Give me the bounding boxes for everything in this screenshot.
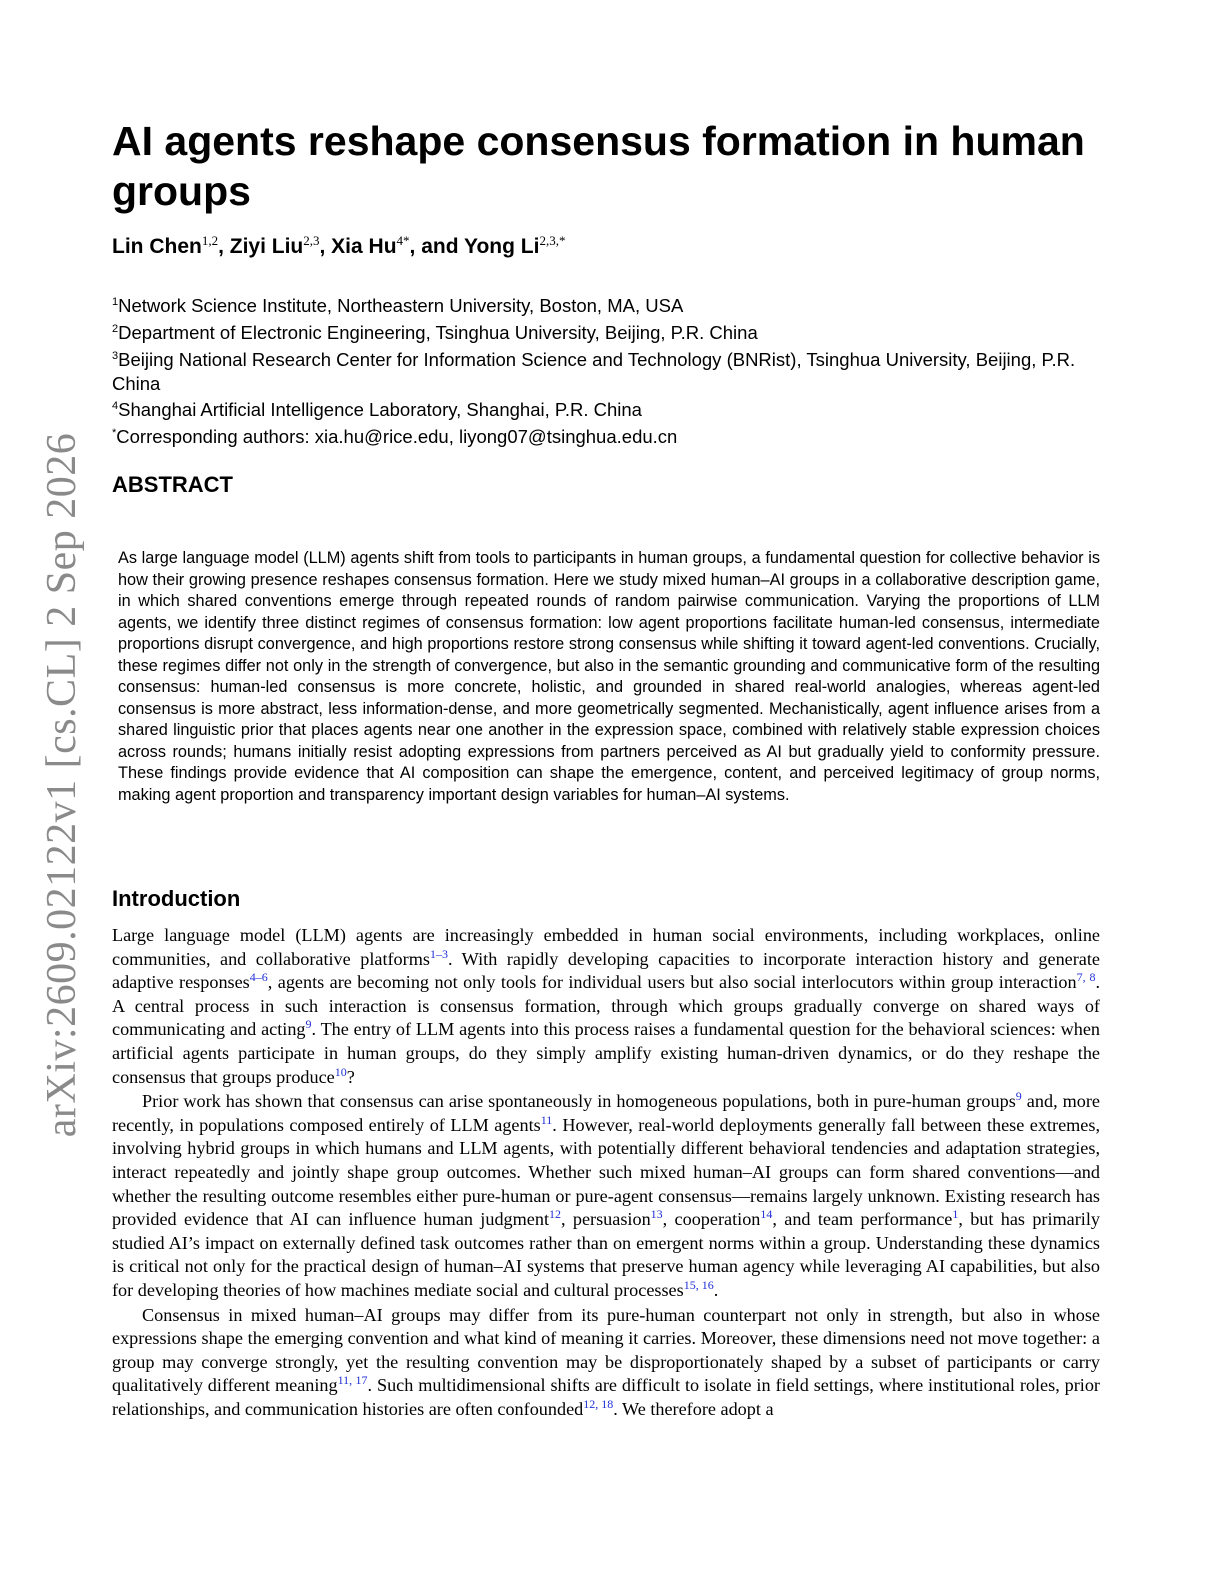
author-affiliation-mark: 1,2 [201, 233, 219, 248]
citation-link[interactable]: 11 [540, 1112, 553, 1127]
author-separator: , [218, 235, 230, 258]
citation-link[interactable]: 1–3 [429, 946, 448, 961]
affiliation-mark: 3 [112, 349, 119, 362]
author-separator: , [319, 235, 332, 258]
affiliation-mark: 4 [112, 400, 119, 413]
author-name: Lin Chen [112, 235, 202, 258]
introduction-body [112, 924, 1100, 1421]
paragraph-text: . Such multidimensional shifts are difficult to isolate in field settings, where institutional roles, prior relationships, and communication histories are often confounded [112, 1375, 1100, 1419]
paragraph-text: . We therefore adopt a [613, 1398, 774, 1419]
body-paragraph [112, 924, 1100, 1089]
author-name: Xia Hu [331, 235, 397, 258]
author-affiliation-mark: 4* [396, 233, 410, 248]
affiliation-item [112, 318, 1112, 345]
paragraph-text: . A central process in such interaction is consensus formation, through which groups gradually converge on shared ways of communicating and acting [112, 972, 1101, 1040]
paragraph-text: . With rapidly developing capacities to incorporate interaction history and generate adaptive responses [112, 948, 1100, 993]
citation-link[interactable]: 14 [760, 1207, 773, 1222]
author-list [112, 233, 1112, 259]
citation-link[interactable]: 7, 8 [1076, 970, 1096, 985]
affiliation-item [112, 291, 1112, 318]
paragraph-text: , and team performance [772, 1209, 953, 1230]
author-name: Yong Li [464, 235, 540, 258]
affiliation-mark: * [112, 427, 117, 440]
corresponding-authors [112, 422, 1112, 449]
paragraph-text: . The entry of LLM agents into this process raises a fundamental question for the behavioral sciences: when artificial agents participate in human groups, do they simply amplify existing human-driven dynamics, or do they reshape the consensus that groups produce [112, 1019, 1100, 1087]
paragraph-text: and, more recently, in populations composed entirely of LLM agents [112, 1091, 1100, 1135]
citation-link[interactable]: 9 [305, 1017, 312, 1032]
author-affiliation-mark: 2,3 [303, 233, 320, 248]
body-paragraph [112, 1090, 1100, 1302]
corresponding-authors-text: Corresponding authors: xia.hu@rice.edu, liyong07@tsinghua.edu.cn [116, 426, 678, 448]
introduction-heading: Introduction [112, 886, 241, 911]
abstract-heading: ABSTRACT [112, 472, 233, 497]
affiliation-mark: 1 [112, 296, 119, 308]
author-name: Ziyi Liu [229, 235, 304, 258]
affiliation-text: Department of Electronic Engineering, Tsinghua University, Beijing, P.R. China [118, 322, 758, 344]
citation-link[interactable]: 10 [334, 1064, 347, 1079]
body-paragraph [112, 1304, 1100, 1422]
paragraph-text: , persuasion [561, 1209, 651, 1230]
citation-link[interactable]: 13 [650, 1207, 663, 1222]
author-affiliation-mark: 2,3,* [539, 233, 566, 248]
paragraph-text: Prior work has shown that consensus can arise spontaneously in homogeneous populations, both in pure-human groups [142, 1091, 1016, 1112]
paper-title: AI agents reshape consensus formation in human groups [112, 118, 1085, 214]
affiliation-text: Beijing National Research Center for Information Science and Technology (BNRist), Tsinghua University, Beijing, P.R. China [112, 348, 1076, 394]
citation-link[interactable]: 12, 18 [583, 1396, 614, 1411]
affiliation-item [112, 395, 1112, 422]
citation-link[interactable]: 15, 16 [683, 1277, 714, 1292]
affiliation-item [112, 345, 1112, 396]
affiliation-text: Network Science Institute, Northeastern University, Boston, MA, USA [118, 295, 684, 317]
paragraph-text: ? [346, 1066, 355, 1087]
paragraph-text: Large language model (LLM) agents are increasingly embedded in human social environments, including workplaces, online communities, and collaborative platforms [112, 925, 1100, 969]
arxiv-identifier-text: arXiv:2609.02122v1 [cs.CL] 2 Sep 2026 [39, 432, 85, 1138]
citation-link[interactable]: 11, 17 [337, 1373, 368, 1388]
paragraph-text: , agents are becoming not only tools for individual users but also social interlocutors within group interaction [267, 972, 1077, 993]
affiliation-text: Shanghai Artificial Intelligence Laboratory, Shanghai, P.R. China [118, 399, 642, 421]
paragraph-text: , but has primarily studied AI’s impact on externally defined task outcomes rather than on emergent norms within a group. Understanding these dynamics is critical not only for the practical design of human–AI systems that preserve human agency while leveraging AI capabilities, but also for developing theories of how machines mediate social and cultural processes [112, 1209, 1100, 1300]
citation-link[interactable]: 12 [549, 1207, 562, 1222]
abstract-text: As large language model (LLM) agents shift from tools to participants in human groups, a fundamental question for collective behavior is how their growing presence reshapes consensus formation. Here we study mixed human–AI groups in a collaborative description game, in which shared conventions emerge through repeated rounds of random pairwise communication. Varying the proportions of LLM agents, we identify three distinct regimes of consensus formation: low agent proportions facilitate human-led consensus, intermediate proportions disrupt convergence, and high proportions restore strong consensus while shifting it toward agent-led conventions. Crucially, these regimes differ not only in the strength of convergence, but also in the semantic grounding and communicative form of the resulting consensus: human-led consensus is more concrete, holistic, and grounded in shared real-world analogies, whereas agent-led consensus is more abstract, less information-dense, and more geometrically segmented. Mechanistically, agent influence arises from a shared linguistic prior that places agents near one another in the expression space, combined with relatively stable expression choices across rounds; humans initially resist adopting expressions from partners perceived as AI but gradually yield to conformity pressure. These findings provide evidence that AI composition can shape the emergence, content, and perceived legitimacy of group norms, making agent proportion and transparency important design variables for human–AI systems. [118, 549, 1100, 804]
paragraph-text: . [713, 1279, 719, 1300]
author-separator: , and [409, 235, 464, 258]
citation-link[interactable]: 9 [1015, 1089, 1022, 1104]
affiliation-mark: 2 [112, 322, 119, 335]
arxiv-identifier-sidebar [22, 432, 102, 1138]
citation-link[interactable]: 1 [952, 1207, 959, 1222]
paragraph-text: . However, real-world deployments generally fall between these extremes, involving hybrid groups in which humans and LLM agents, with potentially different behavioral tendencies and adaptation strategies, interact repeatedly and jointly shape group outcomes. Whether such mixed human–AI groups can form shared conventions—and whether the resulting outcome resembles either pure-human or pure-agent consensus—remains largely unknown. Existing research has provided evidence that AI can influence human judgment [112, 1114, 1101, 1230]
paragraph-text: , cooperation [662, 1209, 761, 1230]
paragraph-text: Consensus in mixed human–AI groups may differ from its pure-human counterpart not only in strength, but also in whose expressions shape the emerging convention and what kind of meaning it carries. Moreover, these dimensions need not move together: a group may converge strongly, yet the resulting convention may be disproportionately shaped by a subset of participants or carry qualitatively different meaning [112, 1304, 1100, 1396]
citation-link[interactable]: 4–6 [249, 970, 268, 985]
affiliation-list [112, 291, 1112, 449]
